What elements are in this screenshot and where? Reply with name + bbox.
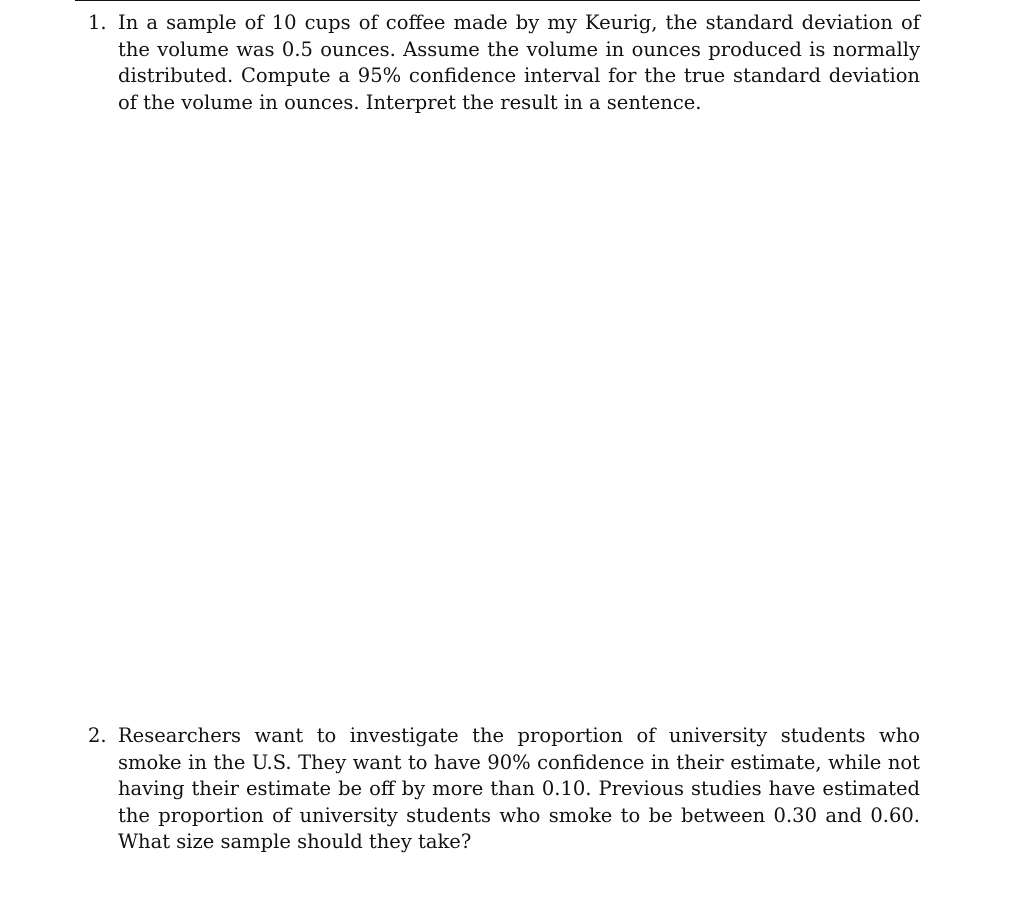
problem-1-number: 1. [88,11,107,34]
problem-1 [88,10,920,116]
problem-2-text: Researchers want to investigate the proportion of university students who smoke in the U.S. They want to have 90% confidence in their estimate, while not having their estimate be off by more than 0.10. Previous studies have estimated the proportion of university students who smoke to be between 0.30 and 0.60. What size sample should they take? [118,724,920,853]
problem-2-number: 2. [88,724,107,747]
problem-2 [88,723,920,856]
problem-1-text: In a sample of 10 cups of coffee made by my Keurig, the standard deviation of the volume was 0.5 ounces. Assume the volume in ounces produced is normally distributed. Compute a 95% confidence interval for the true standard deviation of the volume in ounces. Interpret the result in a sentence. [118,11,920,114]
top-rule [75,0,920,1]
